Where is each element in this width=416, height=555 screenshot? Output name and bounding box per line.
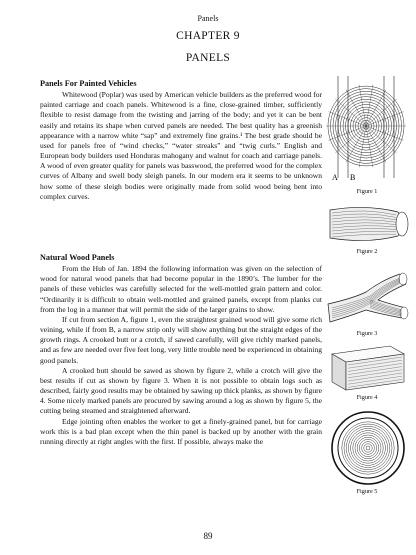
figure-5-ring-cut-illustration bbox=[330, 410, 406, 486]
chapter-heading: CHAPTER 9 bbox=[176, 30, 240, 42]
page-number: 89 bbox=[203, 531, 213, 541]
running-head: Panels bbox=[197, 14, 219, 23]
figure-3-crotch-illustration bbox=[326, 270, 412, 328]
figure-4-plank-illustration bbox=[330, 344, 406, 392]
figure-2-caption: Figure 2 bbox=[356, 248, 378, 255]
section-painted-panels bbox=[40, 79, 322, 202]
figure-1-log-section-illustration bbox=[326, 74, 408, 186]
figure-3-caption: Figure 3 bbox=[356, 330, 378, 337]
section-heading: Natural Wood Panels bbox=[40, 253, 115, 262]
figure-1-label-b: B bbox=[350, 173, 356, 182]
figure-2-crooked-butt-illustration bbox=[326, 202, 412, 246]
paragraph: From the Hub of Jan. 1894 the following information was given on the selection of wood for natural wood panels that had become popular in the 1890’s. The lumber for the panels of these vehicles was carefully selected for the well-mottled grain pattern and color. “Ordinarily it is difficult to obtain well-mottled and grained panels, except from planks cut from the log in a manner that will permit the side of the larger grains to show. bbox=[40, 264, 322, 314]
page-title: PANELS bbox=[185, 52, 231, 64]
section-heading: Panels For Painted Vehicles bbox=[40, 79, 137, 88]
paragraph: Edge jointing often enables the worker to get a finely-grained panel, but for carriage work this is a bad plan except when the thin panel is backed up by another with the grain running directly at right angles with the first. If possible, always make the bbox=[40, 416, 322, 446]
paragraph: If cut from section A, figure 1, even the straightest grained wood will give some rich veining, while if from B, a narrow strip only will show anything but the straight edges of the growth rings. A crooked butt or a crotch, if sawed carefully, will give richly marked panels, and as few are needed over five feet long, very little trouble need be experienced in obtaining good panels. bbox=[40, 314, 322, 365]
paragraph: Whitewood (Poplar) was used by American vehicle builders as the preferred wood for painted carriage and coach panels. Whitewood is a fine, close-grained timber, sufficiently flexible to resist damage from the twisting and jarring of the body; and yet it can be bent easily and retains its shape when curved panels are needed. The best quality has a greenish appearance with a narrow white “sap” and extremely fine grains.¹ The best grade should be used for panels free of “wind checks,” “water streaks” and “twig curls.” English and European body builders used Honduras mahogany and walnut for coach and carriage panels. A wood of even greater quality for panels was basswood, the preferred wood for the complex curves of Albany and swell body sleigh panels. In our modern era it seems to be unknown how some of these sleigh bodies were originally made from solid wood being bent into complex curves. bbox=[40, 90, 322, 201]
figure-1-label-a: A bbox=[332, 173, 338, 182]
figure-1-caption: Figure 1 bbox=[356, 188, 378, 195]
paragraph: A crooked butt should be sawed as shown by figure 2, while a crotch will give the best results if cut as shown by figure 3. When it is not possible to obtain logs such as described, fairly good results may be obtained by sawing up thick planks, as shown by figure 4. Some nicely marked panels are procured by sawing around a log as shown by figure 5, the cutting being steamed and straightened afterward. bbox=[40, 365, 322, 416]
figure-4-caption: Figure 4 bbox=[356, 394, 378, 401]
figure-5-caption: Figure 5 bbox=[356, 488, 378, 495]
section-natural-panels bbox=[40, 253, 322, 447]
